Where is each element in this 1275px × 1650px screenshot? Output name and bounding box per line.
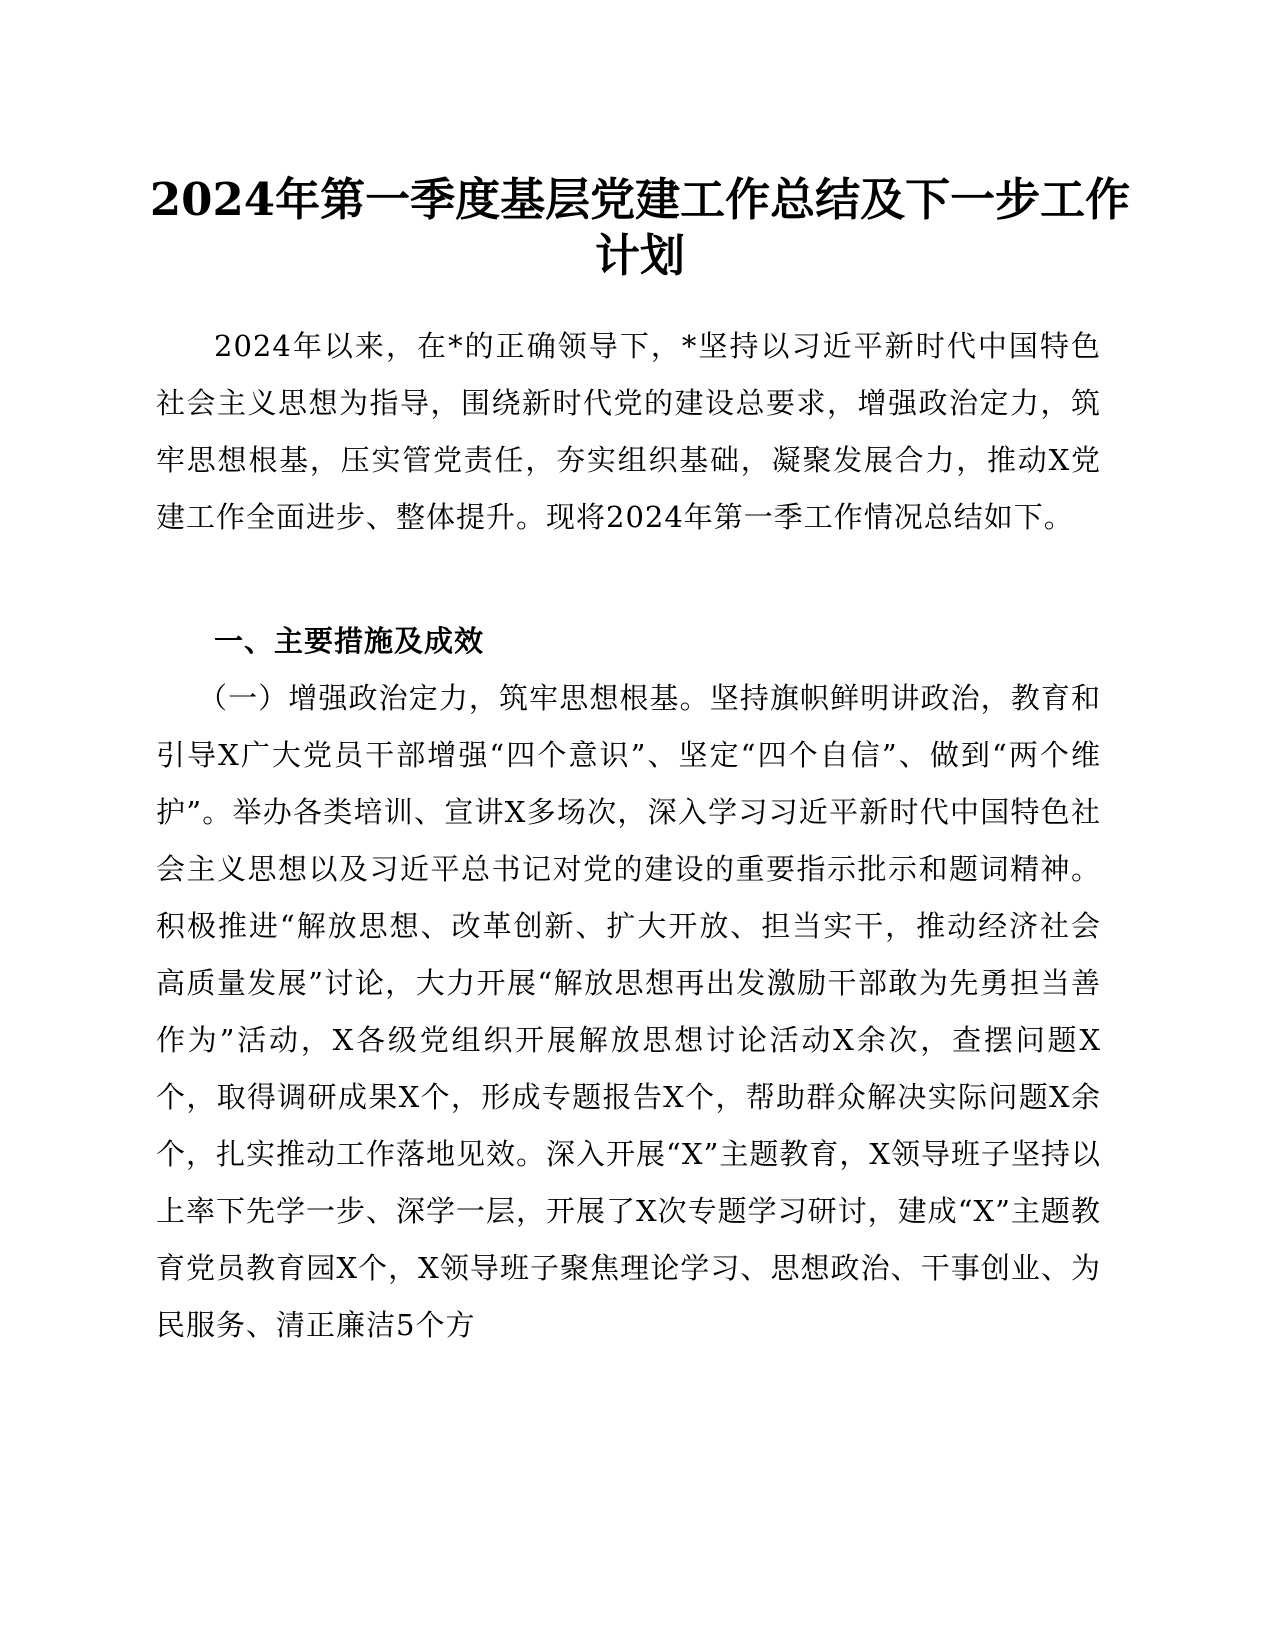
- section-heading-main-measures: 一、主要措施及成效: [214, 624, 485, 658]
- subsection-text: 坚持旗帜鲜明讲政治，教育和引导X广大党员干部增强“四个意识”、坚定“四个自信”、做到“两个维护”。举办各类培训、宣讲X多场次，深入学习习近平新时代中国特色社会主义思想以及习近平总书记对党的建设的重要指示批示和题词精神。积极推进“解放思想、改革创新、扩大开放、担当实干，推动经济社会高质量发展”讨论，大力开展“解放思想再出发激励干部敢为先勇担当善作为”活动，X各级党组织开展解放思想讨论活动X余次，查摆问题X个，取得调研成果X个，形成专题报告X个，帮助群众解决实际问题X余个，扎实推动工作落地见效。深入开展“X”主题教育，X领导班子坚持以上率下先学一步、深学一层，开展了X次专题学习研讨，建成“X”主题教育党员教育园X个，X领导班子聚焦理论学习、思想政治、干事创业、为民服务、清正廉洁5个方: [156, 681, 1101, 1342]
- subsection-lead: （一）增强政治定力，筑牢思想根基。: [198, 681, 710, 715]
- intro-paragraph: 2024年以来，在*的正确领导下，*坚持以习近平新时代中国特色社会主义思想为指导，围绕新时代党的建设总要求，增强政治定力，筑牢思想根基，压实管党责任，夯实组织基础，凝聚发展合力，推动X党建工作全面进步、整体提升。现将2024年第一季工作情况总结如下。: [156, 329, 1101, 534]
- document-title: 2024年第一季度基层党建工作总结及下一步工作计划: [149, 173, 1131, 282]
- subsection-paragraph-political: [156, 670, 1101, 1354]
